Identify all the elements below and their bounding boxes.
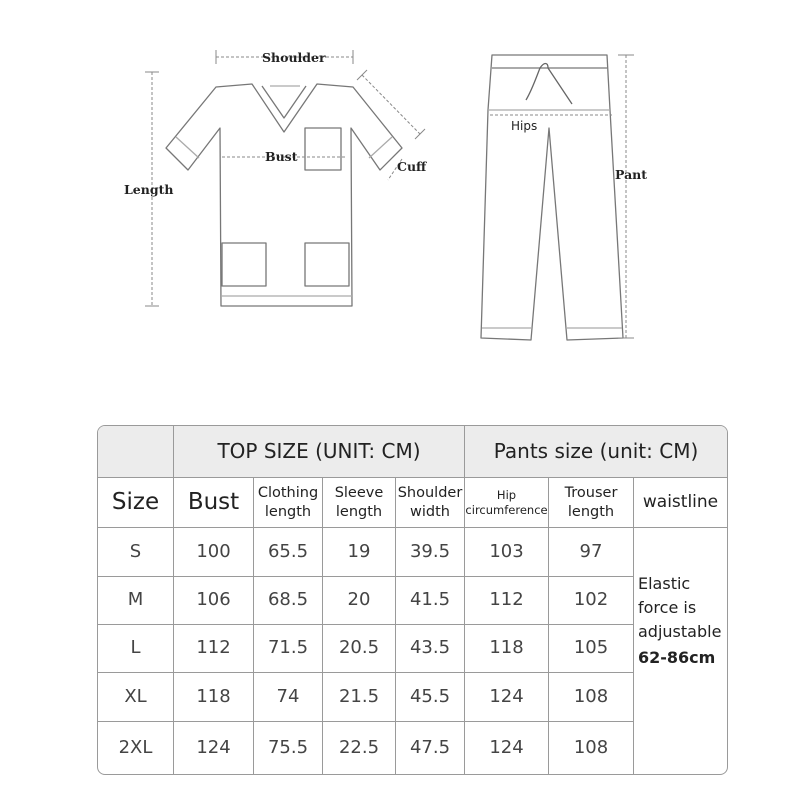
table-row-xl-trouser-length: 108 (549, 673, 634, 722)
table-row-s-size: S (98, 528, 174, 577)
hip-pocket-right (305, 243, 349, 286)
table-row-xl-shoulder-width: 45.5 (396, 673, 465, 722)
table-row-l-trouser-length: 105 (549, 625, 634, 673)
table-row-l-size: L (98, 625, 174, 673)
table-row-2xl-bust: 124 (174, 722, 254, 774)
table-row-s-sleeve-length: 19 (323, 528, 396, 577)
table-row-l-shoulder-width: 43.5 (396, 625, 465, 673)
table-row-xl-bust: 118 (174, 673, 254, 722)
waistline-note: Elastic force is adjustable (638, 574, 722, 641)
size-table (97, 425, 728, 775)
waistline-note-cell (634, 528, 727, 774)
table-row-m-shoulder-width: 41.5 (396, 577, 465, 625)
table-row-s-hip: 103 (465, 528, 549, 577)
hips-label: Hips (511, 119, 538, 133)
col-header-trouser-length: Trouser length (549, 478, 634, 528)
pants-outline (481, 55, 623, 340)
table-row-xl-clothing-length: 74 (254, 673, 323, 722)
table-row-2xl-shoulder-width: 47.5 (396, 722, 465, 774)
length-label: Length (124, 182, 174, 197)
table-row-2xl-clothing-length: 75.5 (254, 722, 323, 774)
table-row-xl-sleeve-length: 21.5 (323, 673, 396, 722)
col-header-waistline: waistline (634, 478, 727, 528)
col-header-bust: Bust (174, 478, 254, 528)
table-row-m-clothing-length: 68.5 (254, 577, 323, 625)
pants-size-header: Pants size (unit: CM) (465, 426, 727, 478)
table-row-2xl-size: 2XL (98, 722, 174, 774)
shoulder-label: Shoulder (262, 50, 326, 65)
cuff-label: Cuff (397, 159, 427, 174)
col-header-size: Size (98, 478, 174, 528)
table-row-m-trouser-length: 102 (549, 577, 634, 625)
col-header-shoulder-width: Shoulder width (396, 478, 465, 528)
hip-pocket-left (222, 243, 266, 286)
pant-label: Pant (615, 167, 648, 182)
table-row-s-trouser-length: 97 (549, 528, 634, 577)
table-row-l-hip: 118 (465, 625, 549, 673)
table-row-l-bust: 112 (174, 625, 254, 673)
table-row-2xl-sleeve-length: 22.5 (323, 722, 396, 774)
table-row-l-sleeve-length: 20.5 (323, 625, 396, 673)
col-header-clothing-length: Clothing length (254, 478, 323, 528)
table-row-s-shoulder-width: 39.5 (396, 528, 465, 577)
table-row-s-bust: 100 (174, 528, 254, 577)
waistline-range: 62-86cm (638, 648, 716, 667)
bust-label: Bust (265, 149, 298, 164)
table-row-s-clothing-length: 65.5 (254, 528, 323, 577)
table-row-l-clothing-length: 71.5 (254, 625, 323, 673)
table-row-xl-hip: 124 (465, 673, 549, 722)
table-row-m-size: M (98, 577, 174, 625)
col-header-sleeve-length: Sleeve length (323, 478, 396, 528)
table-row-m-bust: 106 (174, 577, 254, 625)
table-row-m-sleeve-length: 20 (323, 577, 396, 625)
table-row-xl-size: XL (98, 673, 174, 722)
col-header-hip-circumference: Hip circumference (465, 478, 549, 528)
table-corner (98, 426, 174, 478)
table-row-m-hip: 112 (465, 577, 549, 625)
top-size-header: TOP SIZE (UNIT: CM) (174, 426, 465, 478)
table-row-2xl-hip: 124 (465, 722, 549, 774)
table-row-2xl-trouser-length: 108 (549, 722, 634, 774)
chest-pocket (305, 128, 341, 170)
size-diagram (0, 0, 800, 380)
